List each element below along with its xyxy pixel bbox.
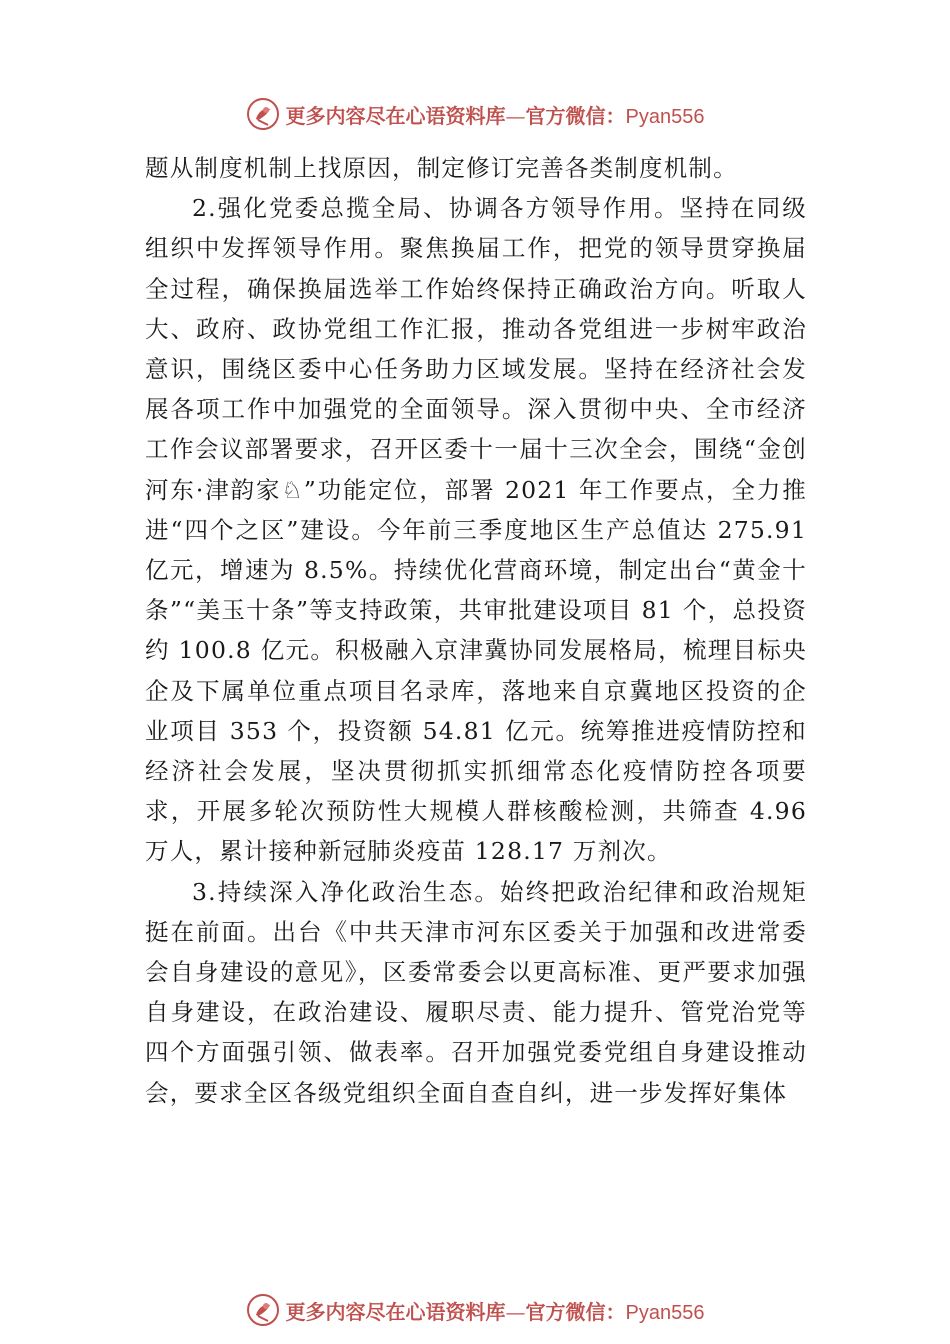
paragraph-section-3: 3.持续深入净化政治生态。始终把政治纪律和政治规矩挺在前面。出台《中共天津市河东区委关于加强和改进常委会自身建设的意见》，区委常委会以更高标准、更严要求加强自身建设，在政治建设、履职尽责、能力提升、管党治党等四个方面强引领、做表率。召开加强党委党组自身建设推动会，要求全区各级党组织全面自查自纠，进一步发挥好集体 [145,877,807,1107]
rose-logo-icon [246,1293,280,1327]
rose-logo-icon [246,97,280,131]
document-body [145,148,807,1113]
footer-watermark [0,1290,950,1330]
paragraph-continuation: 题从制度机制上找原因，制定修订完善各类制度机制。 [145,154,738,182]
paragraph-section-2: 2.强化党委总揽全局、协调各方领导作用。坚持在同级组织中发挥领导作用。聚焦换届工作，把党的领导贯穿换届全过程，确保换届选举工作始终保持正确政治方向。听取人大、政府、政协党组工作汇报，推动各党组进一步树牢政治意识，围绕区委中心任务助力区域发展。坚持在经济社会发展各项工作中加强党的全面领导。深入贯彻中央、全市经济工作会议部署要求，召开区委十一届十三次全会，围绕“金创河东·津韵家♘”功能定位，部署 2021 年工作要点，全力推进“四个之区”建设。今年前三季度地区生产总值达 275.91 亿元，增速为 8.5%。持续优化营商环境，制定出台“黄金十条”“美玉十条”等支持政策，共审批建设项目 81 个，总投资约 100.8 亿元。积极融入京津冀协同发展格局，梳理目标央企及下属单位重点项目名录库，落地来自京冀地区投资的企业项目 353 个，投资额 54.81 亿元。统筹推进疫情防控和经济社会发展，坚决贯彻抓实抓细常态化疫情防控各项要求，开展多轮次预防性大规模人群核酸检测，共筛查 4.96 万人，累计接种新冠肺炎疫苗 128.17 万剂次。 [145,194,807,866]
watermark-text: 更多内容尽在心语资料库—官方微信：Pyan556 [285,103,705,128]
header-watermark [0,94,950,134]
watermark-text: 更多内容尽在心语资料库—官方微信：Pyan556 [285,1299,705,1324]
